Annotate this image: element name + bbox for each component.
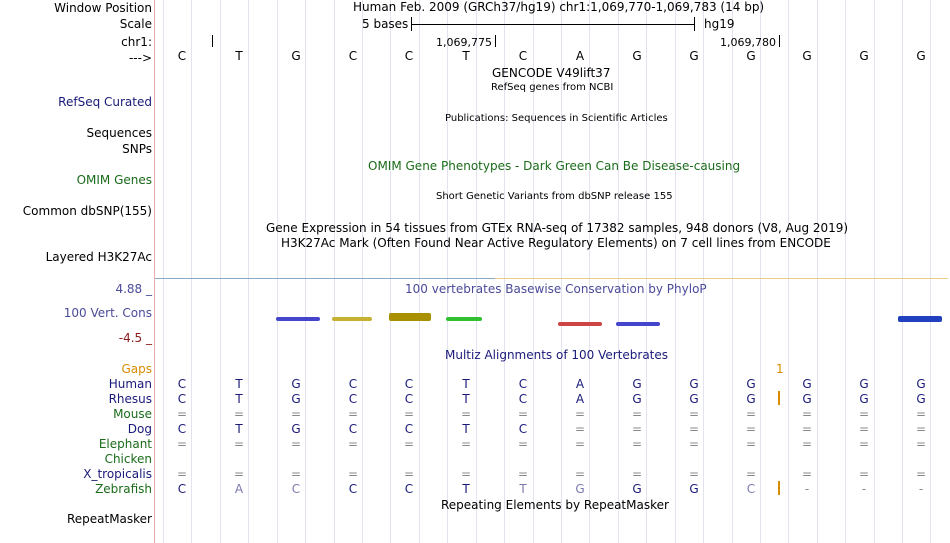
dog-base: T xyxy=(235,422,243,436)
mouse-base: = xyxy=(915,407,927,421)
repeatmasker-title[interactable]: Repeating Elements by RepeatMasker xyxy=(441,498,669,512)
h3k27ac-signal-yellow xyxy=(495,278,948,279)
scale-bar xyxy=(411,24,695,25)
x_tropicalis-base: = xyxy=(460,467,472,481)
mouse-base: = xyxy=(517,407,529,421)
scale-label: 5 bases xyxy=(362,17,409,31)
dog-base: = xyxy=(858,422,870,436)
label-cons-min: -4.5 _ xyxy=(118,331,152,345)
grid-line xyxy=(618,0,619,543)
rhesus-base: T xyxy=(235,392,243,406)
zebrafish-base: G xyxy=(632,482,642,496)
human-base: G xyxy=(859,377,869,391)
mouse-base: = xyxy=(801,407,813,421)
grid-line xyxy=(902,0,903,543)
label-x-tropicalis[interactable]: X_tropicalis xyxy=(83,467,152,481)
ruler-base: G xyxy=(859,49,869,63)
elephant-base: = xyxy=(290,437,302,451)
mouse-base: = xyxy=(233,407,245,421)
scale-bar-right-cap xyxy=(694,17,695,31)
mouse-base: = xyxy=(858,407,870,421)
gencode-title[interactable]: GENCODE V49lift37 xyxy=(492,66,611,80)
logo-c2 xyxy=(446,317,482,321)
mouse-base: = xyxy=(688,407,700,421)
dog-base: = xyxy=(631,422,643,436)
x_tropicalis-base: = xyxy=(631,467,643,481)
ruler-base: G xyxy=(689,49,699,63)
gtex-title[interactable]: Gene Expression in 54 tissues from GTEx RNA-seq of 17382 samples, 948 donors (V8, Aug 2019) xyxy=(266,221,849,235)
label-dog[interactable]: Dog xyxy=(127,422,152,436)
ruler-base: G xyxy=(802,49,812,63)
label-elephant[interactable]: Elephant xyxy=(98,437,152,451)
human-base: G xyxy=(916,377,926,391)
human-base: A xyxy=(575,377,585,391)
grid-line xyxy=(817,0,818,543)
elephant-base: = xyxy=(574,437,586,451)
elephant-base: = xyxy=(403,437,415,451)
h3k27ac-signal-blue xyxy=(155,278,495,279)
dog-base: C xyxy=(404,422,414,436)
logo-g2 xyxy=(616,322,660,326)
grid-line xyxy=(675,0,676,543)
label-common-dbsnp[interactable]: Common dbSNP(155) xyxy=(22,204,152,218)
rhesus-base: A xyxy=(575,392,585,406)
label-divider xyxy=(154,0,155,543)
label-gaps[interactable]: Gaps xyxy=(121,362,152,376)
human-base: C xyxy=(348,377,358,391)
rhesus-base: G xyxy=(802,392,812,406)
zebrafish-base: C xyxy=(348,482,358,496)
rhesus-base: G xyxy=(689,392,699,406)
label-layered-h3k27ac[interactable]: Layered H3K27Ac xyxy=(45,250,152,264)
zebrafish-base: - xyxy=(804,482,810,496)
label-zebrafish[interactable]: Zebrafish xyxy=(95,482,152,496)
refseq-title[interactable]: RefSeq genes from NCBI xyxy=(491,82,614,93)
rhesus-base: G xyxy=(632,392,642,406)
elephant-base: = xyxy=(460,437,472,451)
x_tropicalis-base: = xyxy=(233,467,245,481)
label-chicken[interactable]: Chicken xyxy=(104,452,152,466)
x_tropicalis-base: = xyxy=(176,467,188,481)
label-repeatmasker[interactable]: RepeatMasker xyxy=(66,512,152,526)
grid-line xyxy=(248,0,249,543)
x_tropicalis-base: = xyxy=(858,467,870,481)
human-base: C xyxy=(404,377,414,391)
rhesus-base: C xyxy=(348,392,358,406)
zebrafish-base: T xyxy=(462,482,470,496)
ruler-base: C xyxy=(518,49,528,63)
ruler-base: C xyxy=(404,49,414,63)
coord-right: 1,069,780 xyxy=(720,36,776,49)
zebrafish-base: G xyxy=(575,482,585,496)
dog-base: = xyxy=(574,422,586,436)
ruler-base: G xyxy=(916,49,926,63)
grid-line xyxy=(305,0,306,543)
grid-line xyxy=(362,0,363,543)
ruler-base: G xyxy=(632,49,642,63)
multiz-title[interactable]: Multiz Alignments of 100 Vertebrates xyxy=(445,348,669,362)
elephant-base: = xyxy=(233,437,245,451)
ruler-base: C xyxy=(348,49,358,63)
dog-base: = xyxy=(745,422,757,436)
dbsnp-title[interactable]: Short Genetic Variants from dbSNP release 155 xyxy=(436,191,673,202)
dog-base: = xyxy=(688,422,700,436)
x_tropicalis-base: = xyxy=(915,467,927,481)
publications-title[interactable]: Publications: Sequences in Scientific Articles xyxy=(445,113,668,124)
human-base: C xyxy=(177,377,187,391)
phylop-title[interactable]: 100 vertebrates Basewise Conservation by PhyloP xyxy=(405,282,707,296)
grid-line xyxy=(191,0,192,543)
dog-base: = xyxy=(915,422,927,436)
coord-tick-right xyxy=(779,35,780,47)
coord-left: 1,069,775 xyxy=(436,36,492,49)
mouse-base: = xyxy=(574,407,586,421)
rhesus-base: G xyxy=(859,392,869,406)
grid-line xyxy=(419,0,420,543)
zebrafish-base: G xyxy=(689,482,699,496)
label-strand-arrow[interactable]: ---> xyxy=(128,51,152,65)
insertion-mark-rhesus xyxy=(778,391,780,405)
scale-bar-left-cap xyxy=(411,17,412,31)
mouse-base: = xyxy=(745,407,757,421)
x_tropicalis-base: = xyxy=(517,467,529,481)
rhesus-base: C xyxy=(404,392,414,406)
logo-a xyxy=(558,322,602,326)
x_tropicalis-base: = xyxy=(290,467,302,481)
zebrafish-base: - xyxy=(861,482,867,496)
ruler-base: G xyxy=(291,49,301,63)
ruler-base: G xyxy=(746,49,756,63)
human-base: T xyxy=(235,377,243,391)
x_tropicalis-base: = xyxy=(574,467,586,481)
label-cons-max: 4.88 _ xyxy=(115,282,152,296)
elephant-base: = xyxy=(915,437,927,451)
dog-base: C xyxy=(348,422,358,436)
human-base: G xyxy=(689,377,699,391)
coord-tick-start xyxy=(212,35,213,47)
label-refseq[interactable]: RefSeq Curated xyxy=(58,95,152,109)
logo-g3 xyxy=(898,316,942,322)
mouse-base: = xyxy=(403,407,415,421)
label-sequences[interactable]: Sequences xyxy=(86,126,152,140)
x_tropicalis-base: = xyxy=(745,467,757,481)
human-base: G xyxy=(632,377,642,391)
grid-line xyxy=(476,0,477,543)
mouse-base: = xyxy=(290,407,302,421)
mouse-base: = xyxy=(460,407,472,421)
rhesus-base: C xyxy=(518,392,528,406)
elephant-base: = xyxy=(517,437,529,451)
assembly-short: hg19 xyxy=(704,17,735,31)
label-human[interactable]: Human xyxy=(108,377,152,391)
rhesus-base: G xyxy=(291,392,301,406)
logo-t xyxy=(332,317,372,321)
zebrafish-base: C xyxy=(746,482,756,496)
elephant-base: = xyxy=(858,437,870,451)
grid-line xyxy=(277,0,278,543)
label-chrom[interactable]: chr1: xyxy=(121,35,152,49)
zebrafish-base: T xyxy=(519,482,527,496)
grid-line xyxy=(930,0,931,543)
rhesus-base: C xyxy=(177,392,187,406)
zebrafish-base: - xyxy=(918,482,924,496)
label-snps[interactable]: SNPs xyxy=(122,142,152,156)
elephant-base: = xyxy=(745,437,757,451)
grid-line xyxy=(732,0,733,543)
grid-line xyxy=(334,0,335,543)
window-position-text: Human Feb. 2009 (GRCh37/hg19) chr1:1,069,770-1,069,783 (14 bp) xyxy=(353,0,765,14)
label-vert-cons[interactable]: 100 Vert. Cons xyxy=(63,306,152,320)
logo-g xyxy=(389,313,431,321)
grid-line xyxy=(390,0,391,543)
dog-base: C xyxy=(177,422,187,436)
dog-base: = xyxy=(801,422,813,436)
label-mouse[interactable]: Mouse xyxy=(113,407,152,421)
x_tropicalis-base: = xyxy=(347,467,359,481)
grid-line xyxy=(220,0,221,543)
coord-tick-left xyxy=(495,35,496,47)
grid-line xyxy=(874,0,875,543)
human-base: C xyxy=(518,377,528,391)
dog-base: T xyxy=(462,422,470,436)
x_tropicalis-base: = xyxy=(688,467,700,481)
grid-line xyxy=(788,0,789,543)
label-rhesus[interactable]: Rhesus xyxy=(108,392,152,406)
elephant-base: = xyxy=(347,437,359,451)
mouse-base: = xyxy=(347,407,359,421)
zebrafish-base: A xyxy=(234,482,244,496)
elephant-base: = xyxy=(688,437,700,451)
mouse-base: = xyxy=(631,407,643,421)
human-base: G xyxy=(746,377,756,391)
grid-line xyxy=(646,0,647,543)
logo-c xyxy=(276,317,320,321)
elephant-base: = xyxy=(631,437,643,451)
x_tropicalis-base: = xyxy=(801,467,813,481)
grid-line xyxy=(447,0,448,543)
grid-line xyxy=(703,0,704,543)
dog-base: G xyxy=(291,422,301,436)
label-window-position[interactable]: Window Position xyxy=(54,1,152,15)
grid-line xyxy=(163,0,164,543)
h3k27ac-title[interactable]: H3K27Ac Mark (Often Found Near Active Regulatory Elements) on 7 cell lines from ENCODE xyxy=(281,236,831,250)
gap-count: 1 xyxy=(776,362,784,376)
label-scale[interactable]: Scale xyxy=(119,17,152,31)
mouse-base: = xyxy=(176,407,188,421)
insertion-mark-zebrafish xyxy=(778,481,780,495)
dog-base: C xyxy=(518,422,528,436)
rhesus-base: T xyxy=(462,392,470,406)
grid-line xyxy=(760,0,761,543)
rhesus-base: G xyxy=(746,392,756,406)
human-base: T xyxy=(462,377,470,391)
grid-line xyxy=(845,0,846,543)
rhesus-base: G xyxy=(916,392,926,406)
zebrafish-base: C xyxy=(177,482,187,496)
human-base: G xyxy=(802,377,812,391)
label-omim-genes[interactable]: OMIM Genes xyxy=(76,173,152,187)
zebrafish-base: C xyxy=(404,482,414,496)
ruler-base: T xyxy=(462,49,470,63)
human-base: G xyxy=(291,377,301,391)
ruler-base: T xyxy=(235,49,243,63)
zebrafish-base: C xyxy=(291,482,301,496)
ruler-base: A xyxy=(575,49,585,63)
elephant-base: = xyxy=(176,437,188,451)
x_tropicalis-base: = xyxy=(403,467,415,481)
omim-title[interactable]: OMIM Gene Phenotypes - Dark Green Can Be Disease-causing xyxy=(368,159,741,173)
elephant-base: = xyxy=(801,437,813,451)
ruler-base: C xyxy=(177,49,187,63)
